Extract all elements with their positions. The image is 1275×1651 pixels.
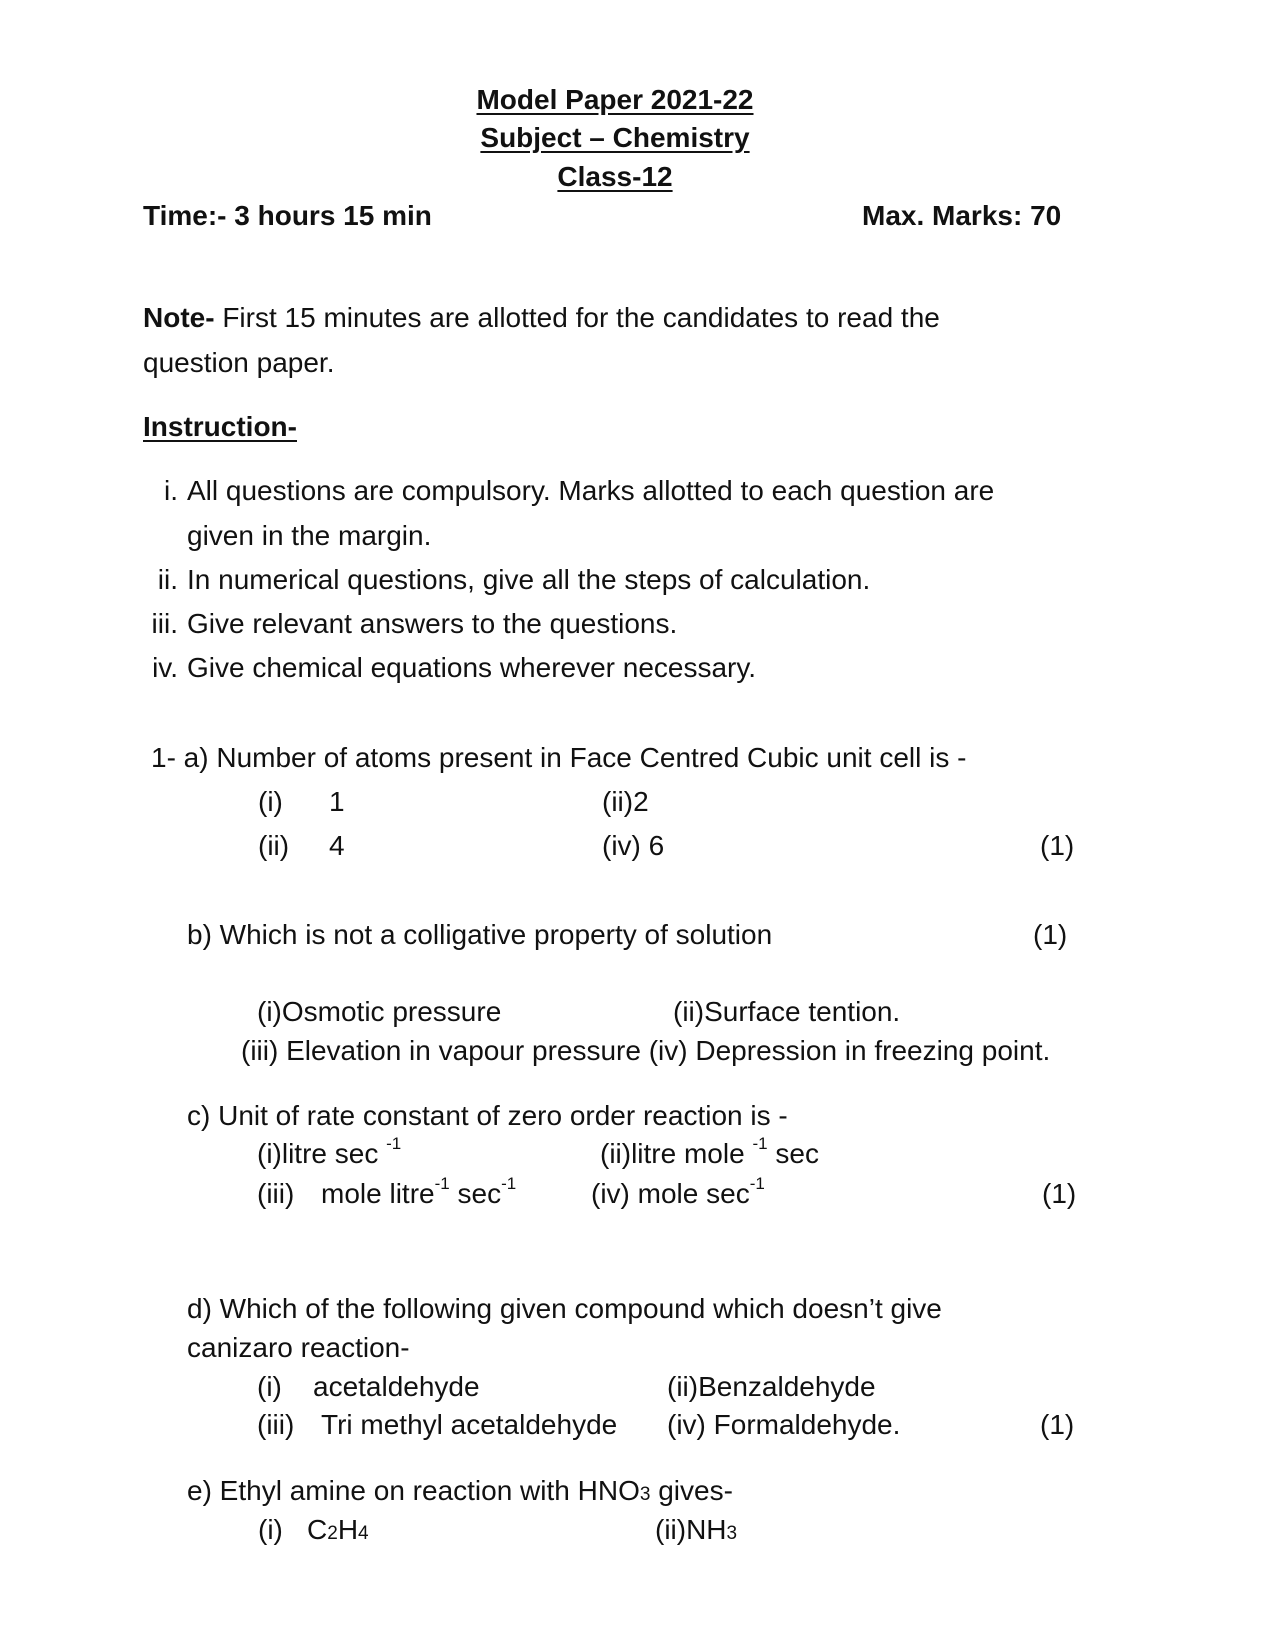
instruction-item-1-line-1: All questions are compulsory. Marks allotted to each question are xyxy=(187,475,995,506)
q1a-option-2: (ii)2 xyxy=(602,786,649,817)
paper-class: Class-12 xyxy=(557,161,673,192)
q1c-marks: (1) xyxy=(1042,1178,1077,1209)
q1e-option-1-formula: C2H4 xyxy=(307,1514,369,1545)
q1b-marks: (1) xyxy=(1033,919,1068,950)
question-1b: b) Which is not a colligative property of solution xyxy=(187,919,773,950)
question-1a: 1- a) Number of atoms present in Face Centred Cubic unit cell is - xyxy=(151,742,967,773)
q1b-options-3-4: (iii) Elevation in vapour pressure (iv) Depression in freezing point. xyxy=(241,1035,1051,1066)
q1d-option-1-num: (i) xyxy=(257,1371,282,1402)
q1d-option-1-value: acetaldehyde xyxy=(313,1371,480,1402)
q1c-option-1: (i)litre sec $^{-1}$ xyxy=(257,1133,402,1169)
q1d-marks: (1) xyxy=(1040,1409,1075,1440)
instruction-heading: Instruction- xyxy=(143,411,297,442)
instruction-num-2: ii. xyxy=(157,564,178,595)
q1a-marks: (1) xyxy=(1040,830,1075,861)
q1a-option-3-num: (ii) xyxy=(258,830,290,861)
q1c-option-2: (ii)litre mole $^{-1}$ sec xyxy=(600,1133,819,1169)
q1e-option-1-num: (i) xyxy=(258,1514,283,1545)
instruction-item-2: In numerical questions, give all the steps of calculation. xyxy=(187,564,871,595)
q1c-option-4: (iv) mole $\sec^{-1}$ xyxy=(591,1173,765,1209)
paper-max-marks: Max. Marks: 70 xyxy=(862,200,1062,231)
paper-title: Model Paper 2021-22 xyxy=(476,84,754,115)
q1d-option-4: (iv) Formaldehyde. xyxy=(667,1409,901,1440)
q1b-option-2: (ii)Surface tention. xyxy=(673,996,901,1027)
instruction-num-1: i. xyxy=(164,475,178,506)
q1b-option-1: (i)Osmotic pressure xyxy=(257,996,502,1027)
paper-time: Time:- 3 hours 15 min xyxy=(143,200,432,231)
instruction-item-3: Give relevant answers to the questions. xyxy=(187,608,678,639)
q1d-option-2: (ii)Benzaldehyde xyxy=(667,1371,876,1402)
note-line-2: question paper. xyxy=(143,347,335,378)
q1a-option-4: (iv) 6 xyxy=(602,830,665,861)
q1a-option-1-num: (i) xyxy=(258,786,283,817)
question-1d-line-2: canizaro reaction- xyxy=(187,1332,410,1363)
paper-subject: Subject – Chemistry xyxy=(480,122,750,153)
question-1c: c) Unit of rate constant of zero order reaction is - xyxy=(187,1100,788,1131)
q1d-option-3-value: Tri methyl acetaldehyde xyxy=(321,1409,618,1440)
q1c-option-3-num: (iii) xyxy=(257,1178,295,1209)
instruction-item-4: Give chemical equations wherever necessary. xyxy=(187,652,757,683)
note-label: Note- xyxy=(143,302,215,333)
q1d-option-3-num: (iii) xyxy=(257,1409,295,1440)
question-1d-line-1: d) Which of the following given compound which doesn’t give xyxy=(187,1293,942,1324)
q1c-option-3: mole litre$^{-1}$ $\sec^{-1}$ xyxy=(321,1173,517,1209)
q1a-option-1-value: 1 xyxy=(329,786,345,817)
instruction-num-3: iii. xyxy=(151,608,178,639)
q1e-option-2: (ii)NH3 xyxy=(655,1514,738,1545)
instruction-num-4: iv. xyxy=(152,652,178,683)
question-1e: e) Ethyl amine on reaction with HNO3 gives- xyxy=(187,1475,733,1506)
note-line-1: Note- First 15 minutes are allotted for the candidates to read the xyxy=(143,302,940,333)
q1a-option-3-value: 4 xyxy=(329,830,345,861)
instruction-item-1-line-2: given in the margin. xyxy=(187,520,432,551)
